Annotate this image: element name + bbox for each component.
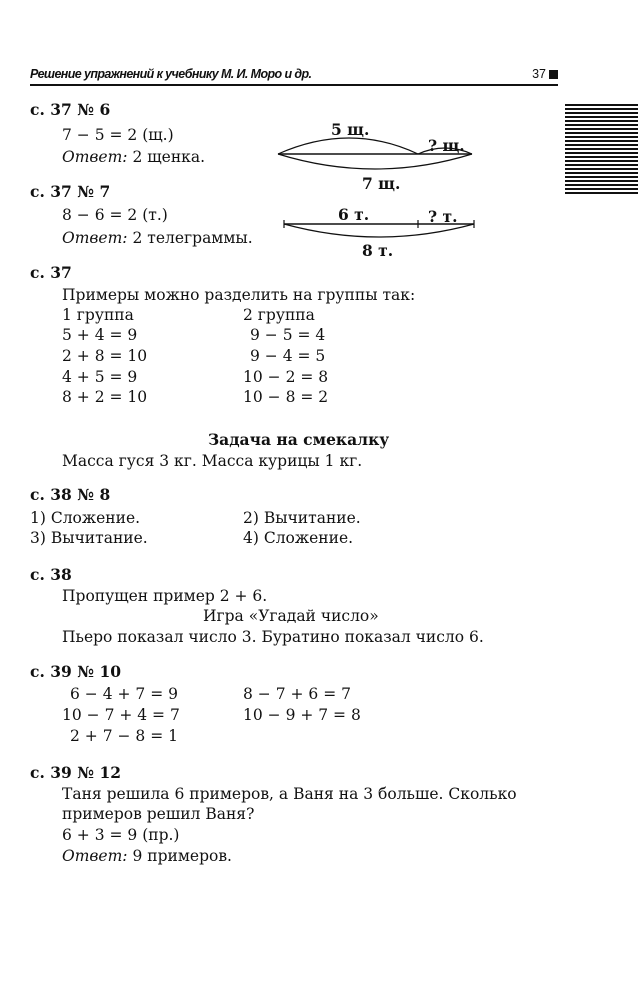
ex7-heading: с. 39 № 12 bbox=[30, 763, 122, 782]
group2-item: 10 − 2 = 8 bbox=[243, 368, 329, 386]
ex1-answer bbox=[62, 147, 205, 167]
group1-item: 8 + 2 = 10 bbox=[62, 388, 148, 406]
ex1-top-label: 5 щ. bbox=[331, 120, 370, 139]
group1-item: 5 + 4 = 9 bbox=[62, 326, 138, 344]
ex5-text2: Пьеро показал число 3. Буратино показал число 6. bbox=[62, 628, 484, 646]
header-title: Решение упражнений к учебнику М. И. Моро и др. bbox=[30, 67, 312, 81]
ex7-text-line1: Таня решила 6 примеров, а Ваня на 3 больше. Сколько bbox=[62, 785, 517, 803]
ex6-left-item: 6 − 4 + 7 = 9 bbox=[70, 685, 178, 703]
answer-text: 2 щенка. bbox=[132, 148, 206, 166]
ex2-right-label: ? т. bbox=[428, 207, 458, 226]
ex7-text-line2: примеров решил Ваня? bbox=[62, 805, 255, 823]
answer-label: Ответ: bbox=[62, 148, 128, 166]
ex1-heading: с. 37 № 6 bbox=[30, 100, 111, 119]
ex7-answer bbox=[62, 846, 232, 866]
ex3-heading: с. 37 bbox=[30, 263, 72, 282]
answer-label: Ответ: bbox=[62, 847, 128, 865]
ex1-bottom-arc bbox=[278, 154, 472, 169]
section-tab-marker bbox=[565, 104, 638, 196]
ex2-equation: 8 − 6 = 2 (т.) bbox=[62, 206, 168, 224]
answer-text: 2 телеграммы. bbox=[132, 229, 253, 247]
answer-label: Ответ: bbox=[62, 229, 128, 247]
group1-item: 4 + 5 = 9 bbox=[62, 368, 138, 386]
ex7-equation: 6 + 3 = 9 (пр.) bbox=[62, 826, 180, 844]
riddle-text: Масса гуся 3 кг. Масса курицы 1 кг. bbox=[62, 452, 363, 470]
header-square-marker bbox=[549, 70, 558, 79]
ex5-text1: Пропущен пример 2 + 6. bbox=[62, 587, 268, 605]
page-number: 37 bbox=[532, 67, 546, 81]
ex4-item: 2) Вычитание. bbox=[243, 509, 361, 527]
group2-item: 9 − 5 = 4 bbox=[250, 326, 326, 344]
ex4-item: 1) Сложение. bbox=[30, 509, 141, 527]
ex2-heading: с. 37 № 7 bbox=[30, 182, 111, 201]
game-title: Игра «Угадай число» bbox=[203, 607, 379, 625]
ex1-top-arc bbox=[278, 138, 418, 154]
ex1-right-label: ? щ. bbox=[428, 136, 465, 155]
ex2-answer bbox=[62, 228, 253, 248]
ex4-item: 4) Сложение. bbox=[243, 529, 354, 547]
ex6-heading: с. 39 № 10 bbox=[30, 662, 122, 681]
group2-item: 10 − 8 = 2 bbox=[243, 388, 329, 406]
ex6-right-item: 8 − 7 + 6 = 7 bbox=[243, 685, 351, 703]
riddle-title: Задача на смекалку bbox=[208, 430, 390, 449]
group1-item: 2 + 8 = 10 bbox=[62, 347, 148, 365]
group2-item: 9 − 4 = 5 bbox=[250, 347, 326, 365]
ex6-left-item: 10 − 7 + 4 = 7 bbox=[62, 706, 180, 724]
ex2-left-label: 6 т. bbox=[338, 205, 370, 224]
ex1-equation: 7 − 5 = 2 (щ.) bbox=[62, 126, 174, 144]
ex4-item: 3) Вычитание. bbox=[30, 529, 148, 547]
ex3-intro: Примеры можно разделить на группы так: bbox=[62, 286, 416, 304]
ex6-left-item: 2 + 7 − 8 = 1 bbox=[70, 727, 178, 745]
ex1-bottom-label: 7 щ. bbox=[362, 174, 401, 193]
group2-title: 2 группа bbox=[243, 306, 315, 324]
header-rule bbox=[30, 84, 558, 86]
answer-text: 9 примеров. bbox=[132, 847, 232, 865]
ex6-right-item: 10 − 9 + 7 = 8 bbox=[243, 706, 361, 724]
ex2-bottom-label: 8 т. bbox=[362, 241, 394, 260]
ex4-heading: с. 38 № 8 bbox=[30, 485, 111, 504]
group1-title: 1 группа bbox=[62, 306, 134, 324]
ex5-heading: с. 38 bbox=[30, 565, 72, 584]
running-header bbox=[30, 67, 558, 89]
